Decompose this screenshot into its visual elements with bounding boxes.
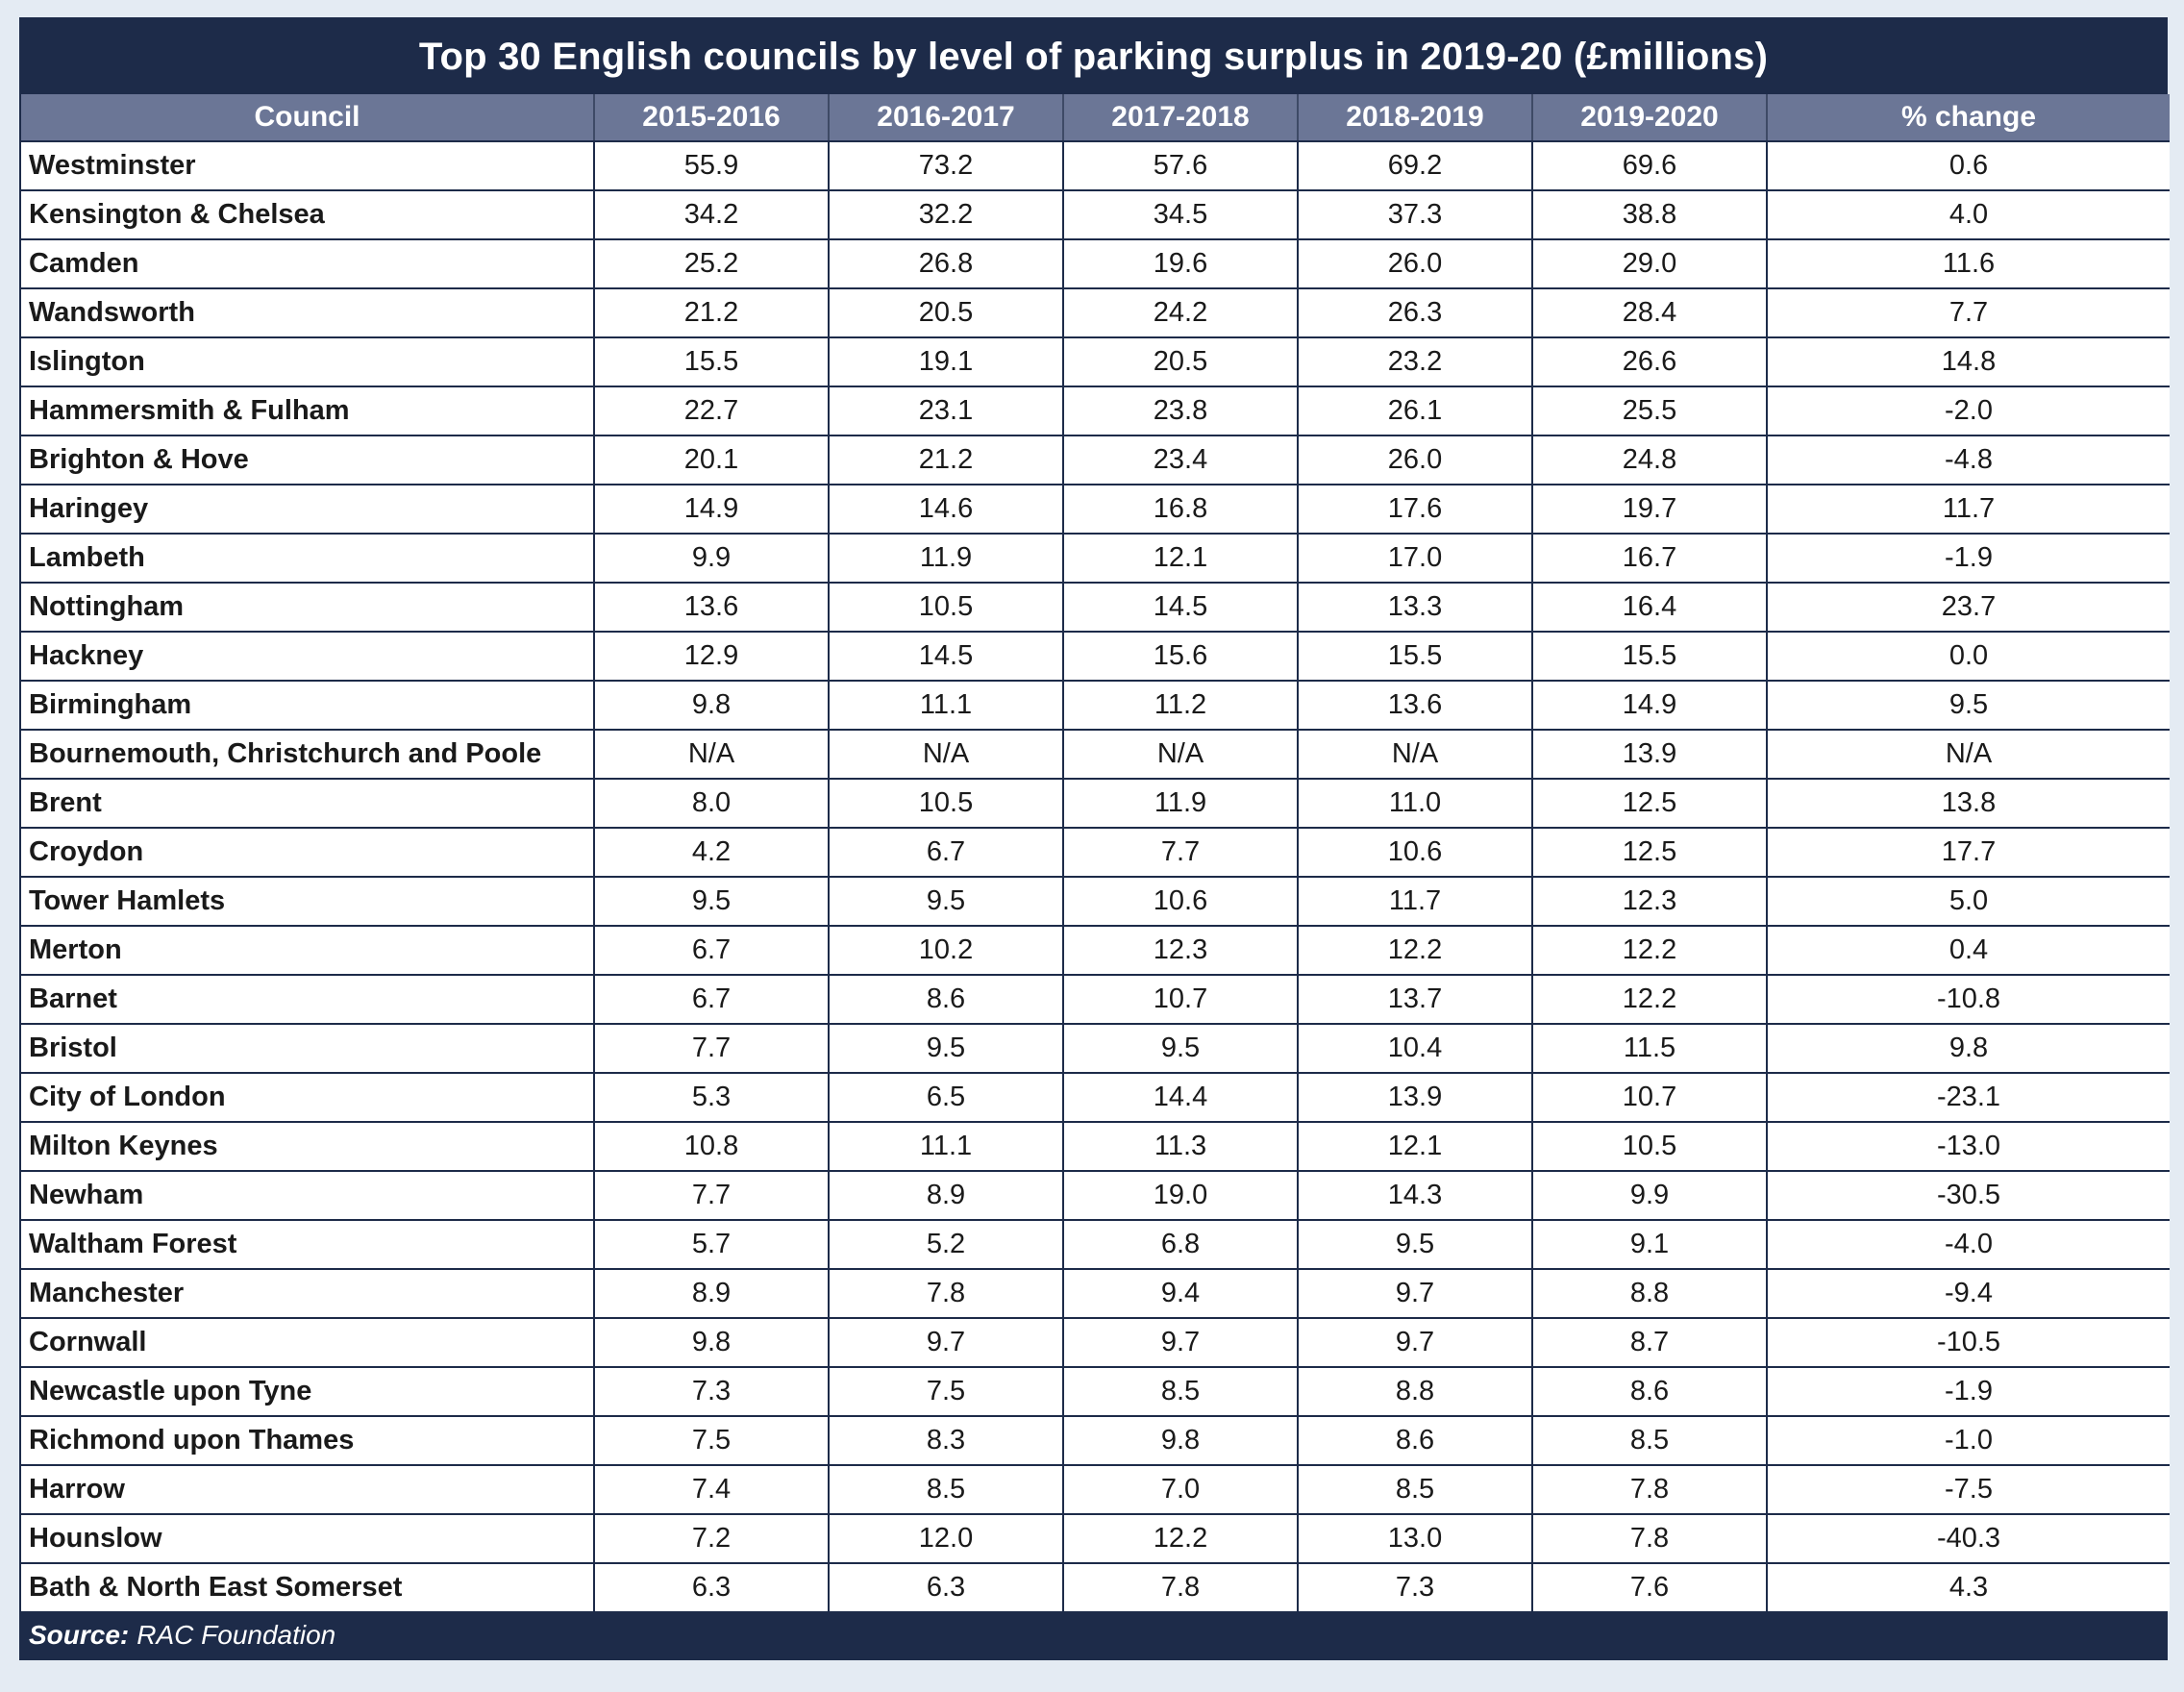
value-cell: 6.7	[594, 926, 829, 975]
header-row	[21, 94, 2170, 141]
value-cell: 8.9	[829, 1171, 1063, 1220]
value-cell: 19.0	[1063, 1171, 1298, 1220]
value-cell: 13.9	[1298, 1073, 1532, 1122]
value-cell: 11.1	[829, 1122, 1063, 1171]
value-cell: 7.7	[594, 1171, 829, 1220]
value-cell: 9.8	[594, 1318, 829, 1367]
value-cell: 7.3	[594, 1367, 829, 1416]
value-cell: 9.5	[829, 877, 1063, 926]
value-cell: 12.2	[1532, 926, 1767, 975]
value-cell: 13.8	[1767, 779, 2170, 828]
value-cell: 26.0	[1298, 435, 1532, 485]
source-text: RAC Foundation	[136, 1619, 336, 1650]
value-cell: 9.5	[594, 877, 829, 926]
value-cell: 6.3	[594, 1563, 829, 1611]
value-cell: 34.2	[594, 190, 829, 239]
council-name-cell: Manchester	[21, 1269, 594, 1318]
council-name-cell: Croydon	[21, 828, 594, 877]
council-name-cell: Bournemouth, Christchurch and Poole	[21, 730, 594, 779]
value-cell: 7.8	[1532, 1465, 1767, 1514]
value-cell: 7.6	[1532, 1563, 1767, 1611]
value-cell: 34.5	[1063, 190, 1298, 239]
value-cell: 10.2	[829, 926, 1063, 975]
value-cell: 8.5	[1063, 1367, 1298, 1416]
value-cell: 11.2	[1063, 681, 1298, 730]
value-cell: 38.8	[1532, 190, 1767, 239]
value-cell: 19.6	[1063, 239, 1298, 288]
value-cell: 8.8	[1532, 1269, 1767, 1318]
value-cell: 20.5	[829, 288, 1063, 337]
table-row	[21, 1073, 2170, 1122]
value-cell: 25.2	[594, 239, 829, 288]
council-name-cell: Camden	[21, 239, 594, 288]
value-cell: 9.9	[1532, 1171, 1767, 1220]
council-name-cell: Kensington & Chelsea	[21, 190, 594, 239]
council-name-cell: Merton	[21, 926, 594, 975]
value-cell: 37.3	[1298, 190, 1532, 239]
value-cell: 13.9	[1532, 730, 1767, 779]
council-name-cell: Barnet	[21, 975, 594, 1024]
value-cell: 12.5	[1532, 828, 1767, 877]
value-cell: 15.5	[1298, 632, 1532, 681]
table-row	[21, 1318, 2170, 1367]
value-cell: 17.6	[1298, 485, 1532, 534]
value-cell: 9.9	[594, 534, 829, 583]
value-cell: N/A	[1063, 730, 1298, 779]
value-cell: 28.4	[1532, 288, 1767, 337]
table-row	[21, 288, 2170, 337]
value-cell: 16.8	[1063, 485, 1298, 534]
value-cell: 11.0	[1298, 779, 1532, 828]
value-cell: 0.6	[1767, 141, 2170, 190]
value-cell: 26.0	[1298, 239, 1532, 288]
value-cell: 14.9	[594, 485, 829, 534]
council-name-cell: Bath & North East Somerset	[29, 1572, 403, 1603]
value-cell: -30.5	[1767, 1171, 2170, 1220]
council-name-cell: Harrow	[21, 1465, 594, 1514]
table-row	[21, 779, 2170, 828]
value-cell: 22.7	[594, 386, 829, 435]
council-name-cell: Islington	[21, 337, 594, 386]
value-cell: 9.5	[1063, 1024, 1298, 1073]
value-cell: 8.7	[1532, 1318, 1767, 1367]
value-cell: 10.7	[1063, 975, 1298, 1024]
value-cell: 9.4	[1063, 1269, 1298, 1318]
value-cell: 20.5	[1063, 337, 1298, 386]
table-row	[21, 877, 2170, 926]
table-row	[21, 632, 2170, 681]
value-cell: 9.7	[829, 1318, 1063, 1367]
council-name-cell: Wandsworth	[21, 288, 594, 337]
value-cell: 10.8	[594, 1122, 829, 1171]
value-cell: 10.4	[1298, 1024, 1532, 1073]
table-row	[21, 1024, 2170, 1073]
value-cell: 12.0	[829, 1514, 1063, 1563]
table-row	[21, 1367, 2170, 1416]
value-cell: 12.5	[1532, 779, 1767, 828]
value-cell: 8.5	[1298, 1465, 1532, 1514]
table-row	[21, 485, 2170, 534]
table-title: Top 30 English councils by level of parking surplus in 2019-20 (£millions)	[21, 19, 2166, 94]
value-cell: 23.2	[1298, 337, 1532, 386]
table-row	[21, 1122, 2170, 1171]
value-cell: 11.7	[1767, 485, 2170, 534]
value-cell: 8.6	[829, 975, 1063, 1024]
value-cell: 26.6	[1532, 337, 1767, 386]
table-row	[21, 386, 2170, 435]
value-cell: 23.8	[1063, 386, 1298, 435]
value-cell: 10.5	[1532, 1122, 1767, 1171]
value-cell: 12.9	[594, 632, 829, 681]
value-cell: 5.3	[594, 1073, 829, 1122]
column-header: 2016-2017	[829, 94, 1063, 141]
value-cell: 11.9	[829, 534, 1063, 583]
table-row	[21, 681, 2170, 730]
value-cell: 12.1	[1298, 1122, 1532, 1171]
value-cell: -4.0	[1767, 1220, 2170, 1269]
value-cell: 11.7	[1298, 877, 1532, 926]
value-cell: 14.6	[829, 485, 1063, 534]
value-cell: 9.7	[1063, 1318, 1298, 1367]
value-cell: -10.8	[1767, 975, 2170, 1024]
value-cell: 6.3	[829, 1563, 1063, 1611]
value-cell: -7.5	[1767, 1465, 2170, 1514]
council-name-cell: Birmingham	[21, 681, 594, 730]
value-cell: 12.3	[1532, 877, 1767, 926]
council-name-cell: Bristol	[21, 1024, 594, 1073]
value-cell: 23.1	[829, 386, 1063, 435]
council-name-cell: Lambeth	[21, 534, 594, 583]
value-cell: 11.3	[1063, 1122, 1298, 1171]
value-cell: 24.8	[1532, 435, 1767, 485]
value-cell: 23.7	[1767, 583, 2170, 632]
value-cell: 19.7	[1532, 485, 1767, 534]
value-cell: 8.8	[1298, 1367, 1532, 1416]
value-cell: 14.4	[1063, 1073, 1298, 1122]
value-cell: 9.5	[1298, 1220, 1532, 1269]
value-cell: -10.5	[1767, 1318, 2170, 1367]
value-cell: N/A	[594, 730, 829, 779]
value-cell: 5.2	[829, 1220, 1063, 1269]
table-row	[21, 1171, 2170, 1220]
table-row	[21, 1563, 2170, 1611]
value-cell: 6.7	[829, 828, 1063, 877]
value-cell: 10.6	[1298, 828, 1532, 877]
value-cell: 7.8	[1063, 1563, 1298, 1611]
value-cell: 16.7	[1532, 534, 1767, 583]
value-cell: 8.9	[594, 1269, 829, 1318]
value-cell: 24.2	[1063, 288, 1298, 337]
value-cell: 14.9	[1532, 681, 1767, 730]
value-cell: 7.7	[1767, 288, 2170, 337]
value-cell: 4.2	[594, 828, 829, 877]
value-cell: 21.2	[594, 288, 829, 337]
value-cell: 13.6	[594, 583, 829, 632]
council-name-cell: Hammersmith & Fulham	[21, 386, 594, 435]
value-cell: -1.9	[1767, 1367, 2170, 1416]
value-cell: 6.5	[829, 1073, 1063, 1122]
value-cell: 10.7	[1532, 1073, 1767, 1122]
value-cell: -1.0	[1767, 1416, 2170, 1465]
value-cell: N/A	[1767, 730, 2170, 779]
council-name-cell: Waltham Forest	[21, 1220, 594, 1269]
value-cell: 7.7	[594, 1024, 829, 1073]
value-cell: 9.7	[1298, 1318, 1532, 1367]
value-cell: 7.5	[594, 1416, 829, 1465]
value-cell: 0.4	[1767, 926, 2170, 975]
value-cell: 12.3	[1063, 926, 1298, 975]
value-cell: 9.5	[829, 1024, 1063, 1073]
value-cell: 32.2	[829, 190, 1063, 239]
value-cell: 13.7	[1298, 975, 1532, 1024]
council-name-cell: Tower Hamlets	[21, 877, 594, 926]
value-cell: 6.8	[1063, 1220, 1298, 1269]
value-cell: 0.0	[1767, 632, 2170, 681]
value-cell: 9.8	[1063, 1416, 1298, 1465]
table-row	[21, 435, 2170, 485]
value-cell: -1.9	[1767, 534, 2170, 583]
value-cell: 12.2	[1532, 975, 1767, 1024]
value-cell: 13.3	[1298, 583, 1532, 632]
value-cell: 9.7	[1298, 1269, 1532, 1318]
value-cell: 15.6	[1063, 632, 1298, 681]
column-header: 2017-2018	[1063, 94, 1298, 141]
value-cell: 25.5	[1532, 386, 1767, 435]
column-header: 2018-2019	[1298, 94, 1532, 141]
column-header: 2015-2016	[594, 94, 829, 141]
value-cell: 10.5	[829, 779, 1063, 828]
value-cell: 26.1	[1298, 386, 1532, 435]
value-cell: N/A	[829, 730, 1063, 779]
council-name-cell: Westminster	[21, 141, 594, 190]
value-cell: 73.2	[829, 141, 1063, 190]
value-cell: -4.8	[1767, 435, 2170, 485]
value-cell: 7.7	[1063, 828, 1298, 877]
table-row	[21, 1416, 2170, 1465]
value-cell: 11.1	[829, 681, 1063, 730]
table-row	[21, 239, 2170, 288]
value-cell: 10.6	[1063, 877, 1298, 926]
value-cell: 9.8	[1767, 1024, 2170, 1073]
council-name-cell: Haringey	[21, 485, 594, 534]
table-row	[21, 583, 2170, 632]
data-table	[21, 94, 2170, 1611]
table-row	[21, 730, 2170, 779]
value-cell: 7.4	[594, 1465, 829, 1514]
value-cell: -40.3	[1767, 1514, 2170, 1563]
value-cell: 14.8	[1767, 337, 2170, 386]
value-cell: 10.5	[829, 583, 1063, 632]
value-cell: 55.9	[594, 141, 829, 190]
value-cell: 29.0	[1532, 239, 1767, 288]
council-name-cell: Nottingham	[21, 583, 594, 632]
value-cell: 69.2	[1298, 141, 1532, 190]
value-cell: 7.5	[829, 1367, 1063, 1416]
value-cell: 26.3	[1298, 288, 1532, 337]
column-header: % change	[1767, 94, 2170, 141]
table-row	[21, 337, 2170, 386]
table-row	[21, 190, 2170, 239]
value-cell: 8.3	[829, 1416, 1063, 1465]
table-row	[21, 975, 2170, 1024]
value-cell: 8.6	[1532, 1367, 1767, 1416]
value-cell: N/A	[1298, 730, 1532, 779]
value-cell: 9.1	[1532, 1220, 1767, 1269]
table-row	[21, 1465, 2170, 1514]
council-name-cell: City of London	[21, 1073, 594, 1122]
value-cell: 13.6	[1298, 681, 1532, 730]
council-name-cell: Brent	[21, 779, 594, 828]
table-row	[21, 1220, 2170, 1269]
value-cell: 23.4	[1063, 435, 1298, 485]
value-cell: 14.5	[829, 632, 1063, 681]
value-cell: 9.8	[594, 681, 829, 730]
value-cell: 9.5	[1767, 681, 2170, 730]
column-header: Council	[21, 94, 594, 141]
value-cell: 7.0	[1063, 1465, 1298, 1514]
council-name-cell: Cornwall	[21, 1318, 594, 1367]
value-cell: 15.5	[1532, 632, 1767, 681]
council-name-cell: Newham	[21, 1171, 594, 1220]
value-cell: 57.6	[1063, 141, 1298, 190]
value-cell: 6.7	[594, 975, 829, 1024]
value-cell: 14.5	[1063, 583, 1298, 632]
council-name-cell: Newcastle upon Tyne	[21, 1367, 594, 1416]
value-cell: 14.3	[1298, 1171, 1532, 1220]
value-cell: -13.0	[1767, 1122, 2170, 1171]
value-cell: 7.3	[1298, 1563, 1532, 1611]
value-cell: 7.8	[829, 1269, 1063, 1318]
value-cell: 17.7	[1767, 828, 2170, 877]
value-cell: -9.4	[1767, 1269, 2170, 1318]
council-name-cell: Hounslow	[21, 1514, 594, 1563]
table-row	[21, 1514, 2170, 1563]
value-cell: 12.2	[1063, 1514, 1298, 1563]
value-cell: 11.6	[1767, 239, 2170, 288]
value-cell: -2.0	[1767, 386, 2170, 435]
value-cell: 16.4	[1532, 583, 1767, 632]
value-cell: 15.5	[594, 337, 829, 386]
value-cell: 11.9	[1063, 779, 1298, 828]
value-cell: 20.1	[594, 435, 829, 485]
table-body	[21, 141, 2170, 1611]
value-cell: 17.0	[1298, 534, 1532, 583]
council-name-cell: Brighton & Hove	[21, 435, 594, 485]
value-cell: 5.7	[594, 1220, 829, 1269]
value-cell: 21.2	[829, 435, 1063, 485]
value-cell: 5.0	[1767, 877, 2170, 926]
council-name-cell: Richmond upon Thames	[21, 1416, 594, 1465]
source-label: Source:	[29, 1619, 130, 1650]
value-cell: -23.1	[1767, 1073, 2170, 1122]
value-cell: 4.0	[1767, 190, 2170, 239]
value-cell: 69.6	[1532, 141, 1767, 190]
value-cell: 12.1	[1063, 534, 1298, 583]
column-header: 2019-2020	[1532, 94, 1767, 141]
value-cell: 8.0	[594, 779, 829, 828]
table-row	[21, 534, 2170, 583]
table-row	[21, 828, 2170, 877]
value-cell: 8.5	[1532, 1416, 1767, 1465]
value-cell: 8.6	[1298, 1416, 1532, 1465]
value-cell: 11.5	[1532, 1024, 1767, 1073]
value-cell: 26.8	[829, 239, 1063, 288]
value-cell: 13.0	[1298, 1514, 1532, 1563]
source-bar	[21, 1611, 2166, 1658]
council-name-cell: Hackney	[21, 632, 594, 681]
table-row	[21, 926, 2170, 975]
value-cell: 7.8	[1532, 1514, 1767, 1563]
value-cell: 4.3	[1767, 1563, 2170, 1611]
table-frame	[19, 17, 2168, 1660]
value-cell: 8.5	[829, 1465, 1063, 1514]
value-cell: 12.2	[1298, 926, 1532, 975]
table-row	[21, 1269, 2170, 1318]
council-name-cell: Milton Keynes	[21, 1122, 594, 1171]
value-cell: 7.2	[594, 1514, 829, 1563]
table-row	[21, 141, 2170, 190]
value-cell: 19.1	[829, 337, 1063, 386]
